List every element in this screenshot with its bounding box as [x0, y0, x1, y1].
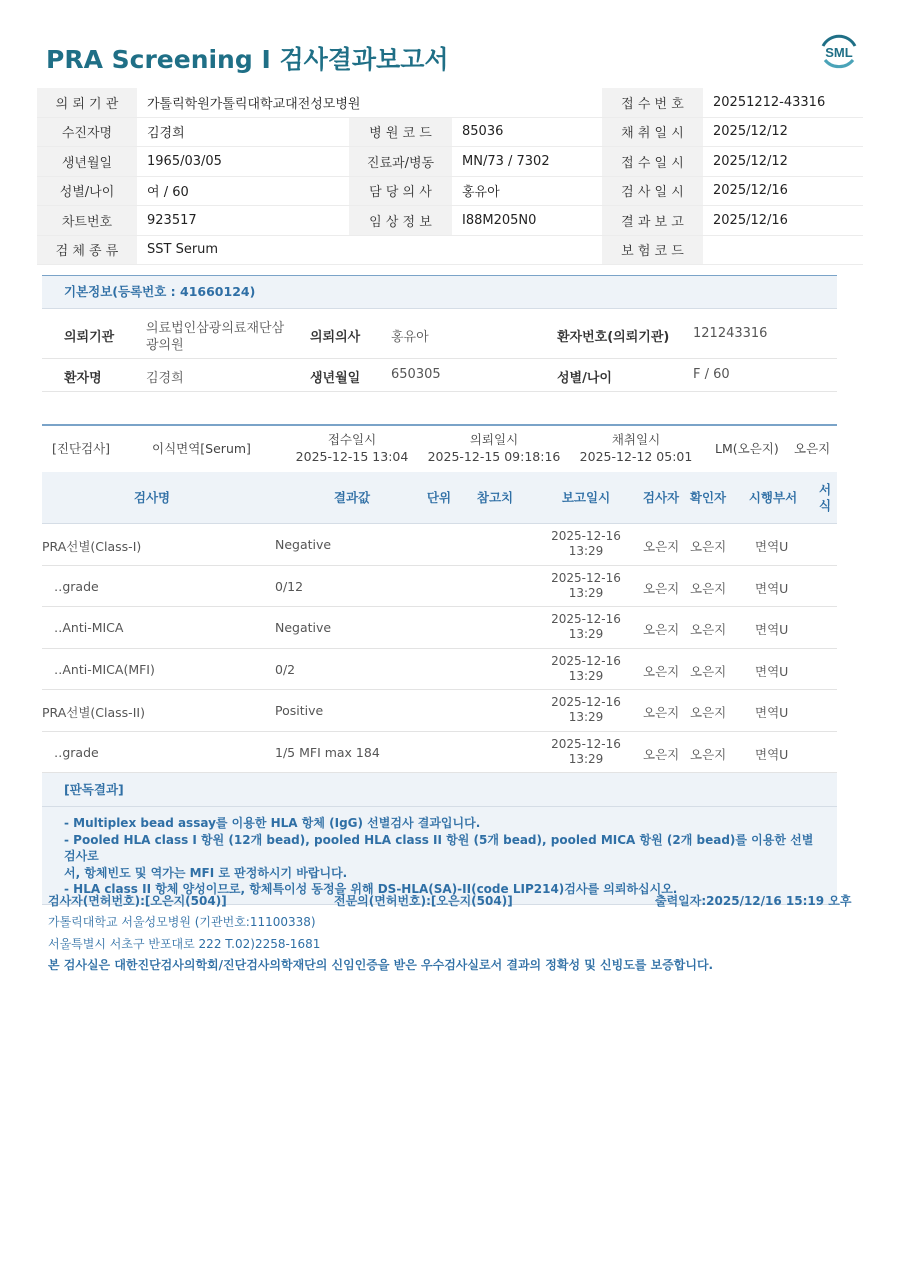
- info-row: [37, 88, 863, 117]
- col-name: 검사명: [133, 490, 171, 505]
- patient-no-label: 환자번호(의뢰기관): [557, 330, 670, 345]
- birth-label: 생년월일: [310, 371, 361, 386]
- basic-info-heading: 기본정보(등록번호 : 41660124): [42, 275, 837, 309]
- info-row: [37, 206, 863, 236]
- dept: 면역U: [755, 705, 789, 720]
- info-label: 검 사 일 시: [602, 176, 703, 206]
- col-form-1: 서: [818, 482, 832, 497]
- report-time: 13:29: [568, 668, 604, 683]
- confirmer: 오은지: [690, 663, 727, 679]
- test-result: Negative: [275, 537, 332, 552]
- col-confirmer: 확인자: [689, 490, 727, 505]
- results-section: [42, 424, 837, 905]
- col-tester: 검사자: [642, 490, 680, 505]
- lm-name: 오은지: [794, 441, 831, 456]
- info-label: 접 수 번 호: [602, 88, 703, 117]
- info-row: [37, 235, 863, 265]
- report-time: 13:29: [568, 710, 604, 724]
- confirmer: 오은지: [690, 539, 727, 554]
- info-label: 접 수 일 시: [602, 147, 703, 177]
- col-unit: 단위: [426, 490, 452, 505]
- info-value: 2025/12/12: [703, 117, 863, 147]
- report-date: 2025-12-16: [551, 612, 621, 626]
- tester: 오은지: [643, 663, 680, 679]
- footer-institution: 가톨릭대학교 서울성모병원 (기관번호:11100338): [48, 915, 316, 929]
- judgement-line: - Multiplex bead assay를 이용한 HLA 항체 (IgG) 선별검사 결과입니다.: [64, 816, 481, 830]
- info-label: 수진자명: [37, 117, 137, 147]
- test-name: ‥grade: [54, 578, 99, 594]
- report-title: PRA Screening I 검사결과보고서: [46, 45, 449, 74]
- test-result: Positive: [275, 703, 324, 718]
- basic-info-section: [42, 275, 837, 392]
- basic-info-row: [42, 309, 837, 359]
- judgement-line: - Pooled HLA class I 항원 (12개 bead), pooled HLA class II 항원 (5개 bead), pooled MICA 항원 (2개 bead)를 이용한 선별검사로: [64, 832, 814, 863]
- table-row: [42, 607, 837, 649]
- info-row: [37, 147, 863, 177]
- test-result: 0/12: [275, 578, 304, 594]
- collected-label: 채취일시: [611, 432, 661, 447]
- results-table-header: [42, 472, 837, 524]
- footer-address: 서울특별시 서초구 반포대로 222 T.02)2258-1681: [48, 937, 321, 951]
- category: [진단검사]: [52, 441, 111, 456]
- logo-text: SML: [825, 45, 853, 60]
- results-meta: [42, 424, 837, 472]
- info-value: SST Serum: [137, 235, 602, 265]
- report-date: 2025-12-16: [551, 653, 621, 668]
- report-date: 2025-12-16: [551, 529, 621, 543]
- specimen: 이식면역[Serum]: [152, 441, 251, 456]
- tester: 오은지: [643, 746, 680, 762]
- test-result: 0/2: [275, 661, 296, 677]
- info-label: 결 과 보 고: [602, 206, 703, 236]
- info-value: I88M205N0: [452, 206, 602, 236]
- info-row: [37, 117, 863, 147]
- confirmer: 오은지: [690, 580, 727, 596]
- test-name: ‥grade: [54, 744, 99, 760]
- report-date: 2025-12-16: [551, 695, 621, 709]
- report-date: 2025-12-16: [551, 736, 621, 751]
- info-label: 병 원 코 드: [349, 117, 452, 147]
- info-label: 성별/나이: [37, 176, 137, 206]
- doctor-label: 의뢰의사: [310, 330, 361, 345]
- patient-no-value: 121243316: [693, 326, 768, 341]
- sex-label: 성별/나이: [557, 371, 612, 386]
- info-label: 진료과/병동: [349, 147, 452, 177]
- info-value: 김경희: [137, 117, 349, 147]
- report-date: 2025-12-16: [551, 570, 621, 585]
- tester: 오은지: [643, 539, 680, 554]
- footer-specialist: 전문의(면허번호):[오은지(504)]: [334, 894, 513, 908]
- doctor-value: 홍유아: [391, 330, 429, 345]
- info-label: 검 체 종 류: [37, 235, 137, 265]
- info-label: 채 취 일 시: [602, 117, 703, 147]
- requested-value: 2025-12-15 09:18:16: [427, 449, 561, 464]
- col-ref: 참고치: [476, 490, 514, 505]
- col-report: 보고일시: [561, 490, 611, 505]
- test-name: PRA선별(Class-II): [42, 705, 145, 720]
- info-label: 담 당 의 사: [349, 176, 452, 206]
- info-label: 임 상 정 보: [349, 206, 452, 236]
- info-value: 홍유아: [452, 176, 602, 206]
- dept: 면역U: [755, 622, 789, 637]
- test-name: ‥Anti-MICA(MFI): [54, 661, 155, 677]
- received-label: 접수일시: [327, 432, 377, 447]
- judgement-heading: [판독결과]: [42, 773, 837, 807]
- info-value: 2025/12/16: [703, 176, 863, 206]
- test-name: ‥Anti-MICA: [54, 620, 124, 635]
- hospital-label: 의뢰기관: [64, 330, 115, 345]
- name-label: 환자명: [64, 371, 102, 386]
- dept: 면역U: [755, 746, 789, 762]
- col-dept: 시행부서: [748, 490, 798, 505]
- info-label: 의 뢰 기 관: [37, 88, 137, 117]
- info-value: 85036: [452, 117, 602, 147]
- info-label: 차트번호: [37, 206, 137, 236]
- dept: 면역U: [755, 663, 789, 679]
- test-result: Negative: [275, 620, 332, 635]
- patient-info-table: [37, 88, 863, 265]
- report-time: 13:29: [568, 544, 604, 558]
- hospital-value-line2: 광의원: [146, 338, 184, 353]
- confirmer: 오은지: [690, 705, 727, 720]
- table-row: [42, 524, 837, 566]
- requested-label: 의뢰일시: [469, 432, 519, 447]
- confirmer: 오은지: [690, 622, 727, 637]
- footer-printed: 출력일자:2025/12/16 15:19 오후: [655, 894, 852, 908]
- info-value: [703, 235, 863, 265]
- table-row: [42, 732, 837, 774]
- tester: 오은지: [643, 622, 680, 637]
- received-value: 2025-12-15 13:04: [295, 449, 409, 464]
- report-time: 13:29: [568, 751, 604, 766]
- judgement-body: [42, 807, 837, 905]
- info-value: 2025/12/16: [703, 206, 863, 236]
- dept: 면역U: [755, 539, 789, 554]
- sex-value: F / 60: [693, 367, 730, 382]
- info-label: 보 험 코 드: [602, 235, 703, 265]
- report-time: 13:29: [568, 585, 604, 600]
- report-time: 13:29: [568, 627, 604, 641]
- col-result: 결과값: [333, 490, 371, 505]
- info-row: [37, 176, 863, 206]
- footer-certification: 본 검사실은 대한진단검사의학회/진단검사의학재단의 신임인증을 받은 우수검사실로서 결과의 정확성 및 신빙도를 보증합니다.: [48, 958, 714, 972]
- info-value: 가톨릭학원가톨릭대학교대전성모병원: [137, 88, 602, 117]
- table-row: [42, 566, 837, 608]
- test-name: PRA선별(Class-I): [42, 539, 142, 554]
- judgement-line: - HLA class II 항체 양성이므로, 항체특이성 동정을 위해 DS-HLA(SA)-II(code LIP214)검사를 의뢰하십시오.: [64, 882, 678, 896]
- tester: 오은지: [643, 705, 680, 720]
- info-value: 923517: [137, 206, 349, 236]
- footer-tester: 검사자(면허번호):[오은지(504)]: [48, 894, 227, 908]
- table-row: [42, 690, 837, 732]
- info-value: 2025/12/12: [703, 147, 863, 177]
- info-value: MN/73 / 7302: [452, 147, 602, 177]
- tester: 오은지: [643, 580, 680, 596]
- col-form-2: 식: [818, 498, 832, 513]
- basic-info-row: [42, 359, 837, 392]
- dept: 면역U: [755, 580, 789, 596]
- name-value: 김경희: [146, 371, 184, 386]
- info-value: 여 / 60: [137, 176, 349, 206]
- collected-value: 2025-12-12 05:01: [579, 449, 693, 464]
- lm-label: LM(오은지): [715, 441, 779, 456]
- table-row: [42, 649, 837, 691]
- info-value: 1965/03/05: [137, 147, 349, 177]
- test-result: 1/5 MFI max 184: [275, 744, 380, 760]
- info-value: 20251212-43316: [703, 88, 863, 117]
- hospital-value-line1: 의료법인삼광의료재단삼: [146, 321, 285, 336]
- birth-value: 650305: [391, 367, 441, 382]
- confirmer: 오은지: [690, 746, 727, 762]
- judgement-line: 서, 항체빈도 및 역가는 MFI 로 판정하시기 바랍니다.: [64, 865, 348, 880]
- sml-logo: [817, 30, 861, 74]
- info-label: 생년월일: [37, 147, 137, 177]
